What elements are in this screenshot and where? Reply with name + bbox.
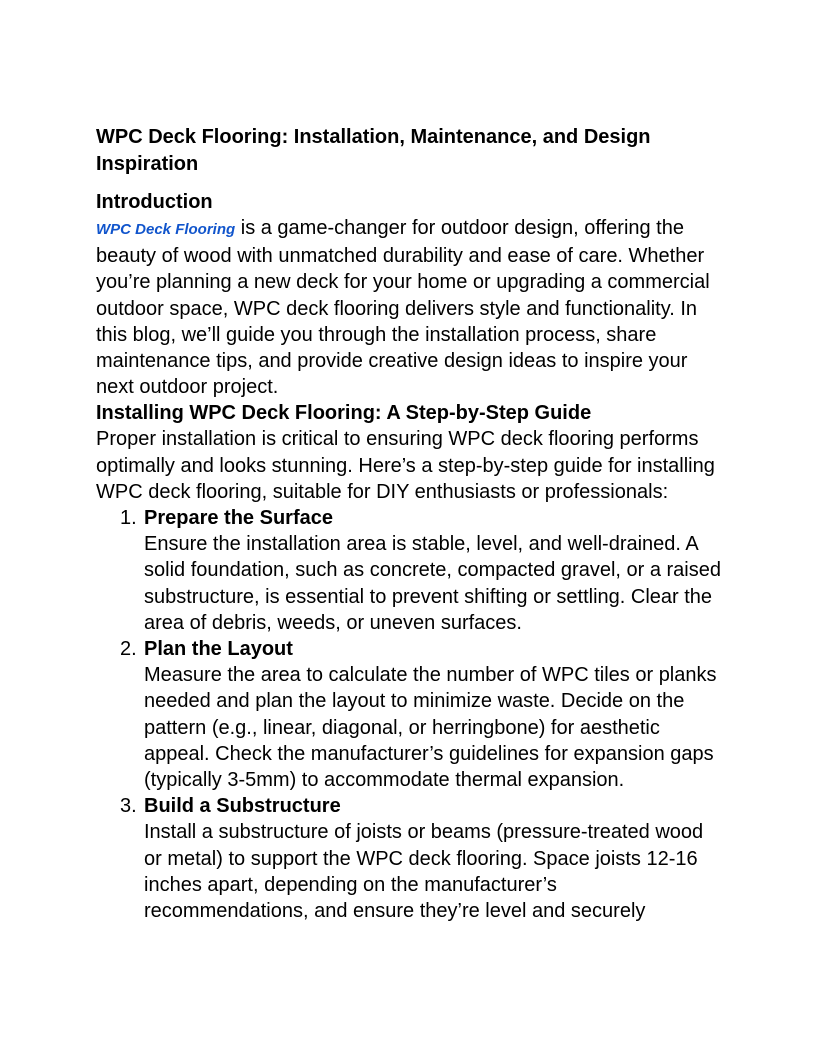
introduction-text: is a game-changer for outdoor design, offering the beauty of wood with unmatched durability and ease of care. Whether you’re planning a new deck for your home or upgrading a commercial outdoor space, WPC deck flooring delivers style and functionality. In this blog, we’ll guide you through the installation process, share maintenance tips, and provide creative design ideas to inspire your next outdoor project. xyxy=(96,217,710,399)
installation-steps-list xyxy=(96,505,722,924)
step-number: 1. xyxy=(120,507,137,530)
step-title: Plan the Layout xyxy=(144,638,293,661)
document-page xyxy=(96,124,722,924)
step-body: Measure the area to calculate the number of WPC tiles or planks needed and plan the layout to minimize waste. Decide on the pattern (e.g., linear, diagonal, or herringbone) for aesthetic appeal. Check the manufacturer’s guidelines for expansion gaps (typically 3-5mm) to accommodate thermal expansion. xyxy=(144,664,717,792)
installation-intro: Proper installation is critical to ensuring WPC deck flooring performs optimally and looks stunning. Here’s a step-by-step guide for installing WPC deck flooring, suitable for DIY enthusiasts or professionals: xyxy=(96,428,715,503)
step-number: 2. xyxy=(120,638,137,661)
step-body: Ensure the installation area is stable, level, and well-drained. A solid foundation, such as concrete, compacted gravel, or a raised substructure, is essential to prevent shifting or settling. Clear the area of debris, weeds, or uneven surfaces. xyxy=(144,533,721,634)
step-title: Prepare the Surface xyxy=(144,507,333,530)
step-number: 3. xyxy=(120,795,137,818)
installation-heading: Installing WPC Deck Flooring: A Step-by-Step Guide xyxy=(96,402,592,425)
step-title: Build a Substructure xyxy=(144,795,341,818)
page-title: WPC Deck Flooring: Installation, Maintenance, and Design Inspiration xyxy=(96,126,651,175)
introduction-paragraph xyxy=(96,215,722,400)
wpc-deck-flooring-link[interactable]: WPC Deck Flooring xyxy=(96,221,236,238)
list-item xyxy=(96,636,722,793)
list-item xyxy=(96,793,722,924)
introduction-heading: Introduction xyxy=(96,191,213,213)
list-item xyxy=(96,505,722,636)
step-body: Install a substructure of joists or beams (pressure-treated wood or metal) to support the WPC deck flooring. Space joists 12-16 inches apart, depending on the manufacturer’s recommendations, and ensure they’re level and securely xyxy=(144,821,704,923)
